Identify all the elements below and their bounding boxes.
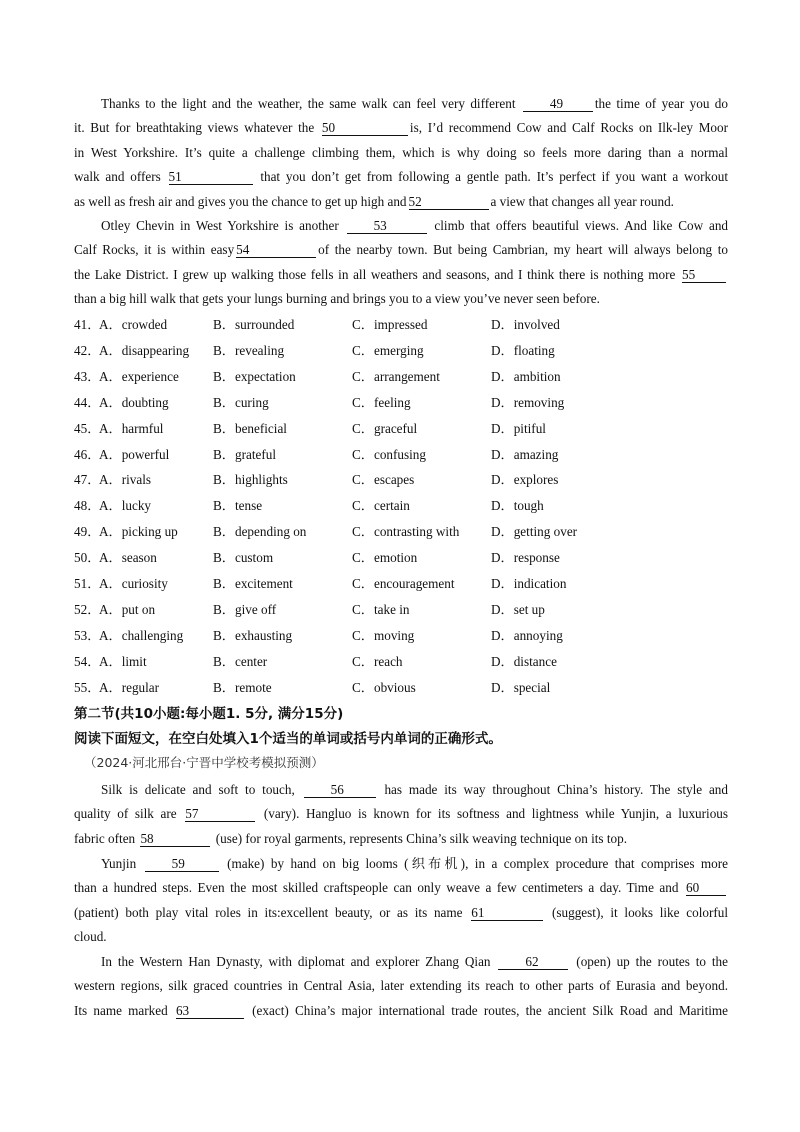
option-c[interactable]: C．emerging bbox=[352, 342, 424, 358]
option-a[interactable]: A．curiosity bbox=[99, 576, 168, 591]
blank-61[interactable]: 61 bbox=[471, 905, 543, 921]
option-c[interactable]: C．take in bbox=[352, 601, 410, 617]
option-d[interactable]: D．set up bbox=[491, 601, 545, 617]
option-d[interactable]: D．ambition bbox=[491, 368, 561, 384]
option-d[interactable]: D．special bbox=[491, 679, 551, 695]
text-line: Yunjin 59 (make) by hand on big looms (织布机), in a complex procedure that comprises more bbox=[101, 856, 729, 871]
question-number: 49． bbox=[74, 524, 101, 540]
option-c[interactable]: C．arrangement bbox=[352, 368, 440, 384]
option-c[interactable]: C．impressed bbox=[352, 317, 428, 332]
option-a[interactable]: A．rivals bbox=[99, 472, 152, 488]
text-line: Silk is delicate and soft to touch, 56 has made its way throughout China’s history. The style and bbox=[101, 782, 728, 797]
text-line: in West Yorkshire. It’s quite a challenge climbing them, which is why doing so feels more daring than a normal bbox=[74, 144, 728, 160]
question-number: 54． bbox=[74, 653, 101, 669]
blank-57[interactable]: 57 bbox=[185, 806, 255, 822]
option-b[interactable]: B．grateful bbox=[213, 446, 276, 462]
blank-60[interactable]: 60 bbox=[686, 880, 726, 896]
option-c[interactable]: C．confusing bbox=[352, 446, 426, 462]
option-a[interactable]: A．challenging bbox=[99, 627, 184, 643]
option-a[interactable]: A．picking up bbox=[99, 524, 178, 540]
text-line: it. But for breathtaking views whatever the 50 is, I’d recommend Cow and Calf Rocks on Ilk-ley Moor bbox=[74, 120, 729, 136]
option-c[interactable]: C．graceful bbox=[352, 420, 418, 436]
option-a[interactable]: A．doubting bbox=[99, 394, 169, 410]
source-note: （2024·河北邢台·宁晋中学校考模拟预测） bbox=[84, 755, 324, 770]
text-line: as well as fresh air and gives you the chance to get up high and 52 a view that changes all year round. bbox=[74, 193, 674, 209]
question-number: 51． bbox=[74, 576, 101, 591]
option-b[interactable]: B．beneficial bbox=[213, 420, 287, 436]
option-b[interactable]: B．center bbox=[213, 653, 268, 669]
blank-50[interactable]: 50 bbox=[322, 120, 408, 136]
option-d[interactable]: D．getting over bbox=[491, 524, 578, 540]
question-number: 47． bbox=[74, 472, 101, 488]
text-line: the Lake District. I grew up walking those fells in all weathers and seasons, and I think there is nothing more 55 bbox=[74, 263, 728, 287]
question-number: 53． bbox=[74, 627, 101, 643]
option-a[interactable]: A．season bbox=[99, 550, 157, 566]
text-line: walk and offers 51 that you don’t get from following a gentle path. It’s perfect if you want a workout bbox=[74, 169, 728, 185]
option-c[interactable]: C．contrasting with bbox=[352, 524, 460, 540]
question-number: 55． bbox=[74, 679, 101, 695]
option-b[interactable]: B．remote bbox=[213, 679, 272, 695]
option-c[interactable]: C．emotion bbox=[352, 550, 418, 566]
passage2-paragraph3 bbox=[74, 950, 728, 1023]
option-b[interactable]: B．expectation bbox=[213, 368, 296, 384]
option-c[interactable]: C．feeling bbox=[352, 394, 411, 410]
option-c[interactable]: C．escapes bbox=[352, 472, 415, 488]
blank-58[interactable]: 58 bbox=[140, 831, 210, 847]
text-line: quality of silk are 57 (vary). Hangluo is known for its softness and lightness while Yunjin, a luxurious bbox=[74, 806, 729, 822]
option-c[interactable]: C．certain bbox=[352, 498, 410, 514]
passage2-paragraph2 bbox=[74, 852, 728, 950]
text-line: Otley Chevin in West Yorkshire is another 53 climb that offers beautiful views. And like Cow and bbox=[101, 218, 729, 233]
passage1-paragraph2 bbox=[74, 214, 728, 312]
text-line: In the Western Han Dynasty, with diplomat and explorer Zhang Qian 62 (open) up the routes to the bbox=[101, 954, 729, 969]
passage2-paragraph1 bbox=[74, 778, 728, 851]
text-line: Thanks to the light and the weather, the same walk can feel very different 49 the time of year you do bbox=[101, 96, 728, 111]
question-number: 46． bbox=[74, 446, 101, 462]
option-b[interactable]: B．excitement bbox=[213, 576, 293, 591]
blank-54[interactable]: 54 bbox=[236, 242, 316, 258]
option-d[interactable]: D．indication bbox=[491, 576, 567, 591]
blank-62[interactable]: 62 bbox=[498, 954, 568, 970]
blank-53[interactable]: 53 bbox=[347, 218, 427, 234]
option-c[interactable]: C．obvious bbox=[352, 679, 416, 695]
text-line: Calf Rocks, it is within easy 54 of the nearby town. But being Cambrian, my heart will always belong to bbox=[74, 242, 728, 258]
section-heading: 第二节(共10小题:每小题1. 5分, 满分15分) bbox=[74, 706, 344, 722]
blank-49[interactable]: 49 bbox=[523, 96, 593, 112]
option-d[interactable]: D．annoying bbox=[491, 627, 563, 643]
option-a[interactable]: A．powerful bbox=[99, 446, 170, 462]
question-number: 43． bbox=[74, 368, 101, 384]
passage1-paragraph1 bbox=[74, 92, 728, 214]
option-d[interactable]: D．explores bbox=[491, 472, 559, 488]
option-d[interactable]: D．pitiful bbox=[491, 420, 546, 436]
option-a[interactable]: A．harmful bbox=[99, 420, 164, 436]
blank-52[interactable]: 52 bbox=[409, 194, 489, 210]
option-a[interactable]: A．experience bbox=[99, 368, 179, 384]
option-a[interactable]: A．limit bbox=[99, 653, 147, 669]
blank-56[interactable]: 56 bbox=[304, 782, 376, 798]
blank-59[interactable]: 59 bbox=[145, 856, 219, 872]
option-b[interactable]: B．give off bbox=[213, 601, 277, 617]
option-d[interactable]: D．involved bbox=[491, 317, 560, 332]
option-b[interactable]: B．revealing bbox=[213, 342, 285, 358]
option-d[interactable]: D．amazing bbox=[491, 446, 559, 462]
question-number: 52． bbox=[74, 601, 101, 617]
option-b[interactable]: B．custom bbox=[213, 550, 274, 566]
blank-63[interactable]: 63 bbox=[176, 1003, 244, 1019]
question-number: 50． bbox=[74, 550, 101, 566]
text-line: Its name marked 63 (exact) China’s major international trade routes, the ancient Silk Road and Maritime bbox=[74, 1002, 729, 1018]
option-c[interactable]: C．reach bbox=[352, 653, 403, 669]
blank-55[interactable]: 55 bbox=[682, 267, 726, 283]
text-line: fabric often 58 (use) for royal garments, represents China’s silk weaving technique on its top. bbox=[74, 830, 628, 846]
text-line: (patient) both play vital roles in its:excellent beauty, or as its name 61 (suggest), it looks like colorful bbox=[74, 904, 728, 920]
option-a[interactable]: A．put on bbox=[99, 601, 156, 617]
option-b[interactable]: B．curing bbox=[213, 394, 269, 410]
option-d[interactable]: D．response bbox=[491, 550, 560, 566]
option-a[interactable]: A．crowded bbox=[99, 317, 168, 332]
question-number: 42． bbox=[74, 342, 101, 358]
option-c[interactable]: C．encouragement bbox=[352, 576, 455, 591]
option-a[interactable]: A．regular bbox=[99, 679, 160, 695]
option-d[interactable]: D．floating bbox=[491, 342, 555, 358]
option-b[interactable]: B．exhausting bbox=[213, 627, 293, 643]
blank-51[interactable]: 51 bbox=[169, 169, 253, 185]
option-a[interactable]: A．disappearing bbox=[99, 342, 190, 358]
question-number: 41． bbox=[74, 317, 101, 332]
option-d[interactable]: D．distance bbox=[491, 653, 557, 669]
option-a[interactable]: A．lucky bbox=[99, 498, 152, 514]
option-b[interactable]: B．surrounded bbox=[213, 317, 295, 332]
question-number: 45． bbox=[74, 420, 101, 436]
text-line: than a hundred steps. Even the most skilled craftspeople can only weave a few centimeters a day. Time and 60 bbox=[74, 876, 728, 900]
text-line: cloud. bbox=[74, 929, 107, 945]
option-d[interactable]: D．tough bbox=[491, 498, 544, 514]
option-b[interactable]: B．tense bbox=[213, 498, 263, 514]
text-line: western regions, silk graced countries in Central Asia, later extending its reach to other parts of Eurasia and beyond. bbox=[74, 978, 728, 994]
section-instruction: 阅读下面短文，在空白处填入1个适当的单词或括号内单词的正确形式。 bbox=[74, 731, 502, 747]
question-number: 48． bbox=[74, 498, 101, 514]
option-b[interactable]: B．depending on bbox=[213, 524, 307, 540]
question-number: 44． bbox=[74, 394, 101, 410]
option-d[interactable]: D．removing bbox=[491, 394, 565, 410]
option-b[interactable]: B．highlights bbox=[213, 472, 288, 488]
text-line: than a big hill walk that gets your lungs burning and brings you to a view you’ve never seen before. bbox=[74, 291, 600, 307]
option-c[interactable]: C．moving bbox=[352, 627, 415, 643]
